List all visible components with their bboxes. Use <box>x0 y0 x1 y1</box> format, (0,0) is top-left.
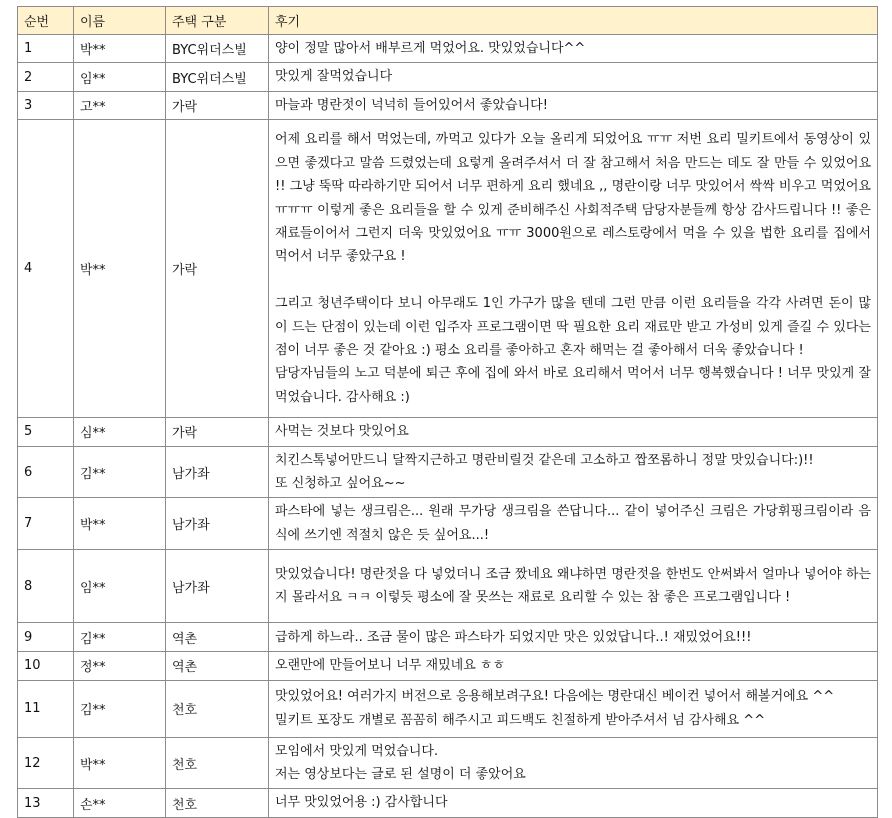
cell-name: 김** <box>74 680 166 737</box>
header-number: 순번 <box>18 7 74 35</box>
cell-number: 1 <box>18 35 74 63</box>
cell-review: 맛있게 잘먹었습니다 <box>269 63 878 91</box>
cell-review: 파스타에 넣는 생크림은... 원래 무가당 생크림을 쓴답니다... 같이 넣어주신 크림은 가당휘핑크림이라 음식에 쓰기엔 적절치 않은 듯 싶어요...! <box>269 498 878 550</box>
cell-name: 박** <box>74 35 166 63</box>
table-row <box>18 120 878 418</box>
table-row <box>18 737 878 789</box>
cell-housing: 천호 <box>166 737 269 789</box>
cell-review: 너무 맛있었어용 :) 감사합니다 <box>269 789 878 817</box>
cell-review: 모임에서 맛있게 먹었습니다. 저는 영상보다는 글로 된 설명이 더 좋았어요 <box>269 737 878 789</box>
cell-name: 손** <box>74 789 166 817</box>
cell-name: 고** <box>74 91 166 119</box>
header-row <box>18 7 878 35</box>
cell-number: 8 <box>18 550 74 623</box>
cell-name: 임** <box>74 550 166 623</box>
cell-review: 급하게 하느라.. 조금 물이 많은 파스타가 되었지만 맛은 있었답니다..! 재밌었어요!!! <box>269 623 878 652</box>
cell-review: 마늘과 명란젓이 넉넉히 들어있어서 좋았습니다! <box>269 91 878 119</box>
cell-housing: 남가좌 <box>166 550 269 623</box>
cell-number: 3 <box>18 91 74 119</box>
cell-housing: 천호 <box>166 680 269 737</box>
cell-name: 박** <box>74 498 166 550</box>
cell-housing: BYC위더스빌 <box>166 63 269 91</box>
cell-housing: 남가좌 <box>166 498 269 550</box>
reviews-table <box>17 6 878 818</box>
cell-review: 어제 요리를 해서 먹었는데, 까먹고 있다가 오늘 올리게 되었어요 ㅠㅠ 저번 요리 밀키트에서 동영상이 있으면 좋겠다고 말씀 드렸었는데 요렇게 올려주셔서 더 잘 참고해서 처음 만드는 데도 잘 만들 수 있었어요 !! 그냥 뚝딱 따라하기만 되어서 너무 편하게 요리 했네요 ,, 명란이랑 너무 맛있어서 싹싹 비우고 먹었어요 ㅠㅠㅠ 이렇게 좋은 요리들을 할 수 있게 준비해주신 사회적주택 담당자분들께 항상 감사드립니다 !! 좋은 재료들이어서 그런지 더욱 맛있었어요 ㅠㅠ 3000원으로 레스토랑에서 먹을 수 있을 법한 요리를 집에서 먹어서 너무 좋았구요 ! 그리고 청년주택이다 보니 아무래도 1인 가구가 많을 텐데 그런 만큼 이런 요리들을 각각 사려면 돈이 많이 드는 단점이 있는데 이런 입주자 프로그램이면 딱 필요한 요리 재료만 받고 가성비 있게 즐길 수 있다는 점이 너무 좋은 것 같아요 :) 평소 요리를 좋아하고 혼자 해먹는 걸 좋아해서 더욱 좋았습니다 ! 담당자님들의 노고 덕분에 퇴근 후에 집에 와서 바로 요리해서 먹어서 너무 행복했습니다 ! 너무 맛있게 잘 먹었습니다. 감사해요 :) <box>269 120 878 418</box>
cell-name: 김** <box>74 446 166 498</box>
table-row <box>18 680 878 737</box>
cell-housing: 천호 <box>166 789 269 817</box>
cell-number: 4 <box>18 120 74 418</box>
table-row <box>18 35 878 63</box>
cell-name: 박** <box>74 737 166 789</box>
cell-review: 양이 정말 많아서 배부르게 먹었어요. 맛있었습니다^^ <box>269 35 878 63</box>
table-row <box>18 623 878 652</box>
cell-housing: 가락 <box>166 91 269 119</box>
cell-review: 치킨스톡넣어만드니 달짝지근하고 명란비릴것 같은데 고소하고 짭쪼롬하니 정말 맛있습니다:)!! 또 신청하고 싶어요~~ <box>269 446 878 498</box>
cell-number: 2 <box>18 63 74 91</box>
table-row <box>18 789 878 817</box>
table-row <box>18 63 878 91</box>
cell-review: 맛있었어요! 여러가지 버전으로 응용해보려구요! 다음에는 명란대신 베이컨 넣어서 해볼거에요 ^^ 밀키트 포장도 개별로 꼼꼼히 해주시고 피드백도 친절하게 받아주셔서 넘 감사해요 ^^ <box>269 680 878 737</box>
header-housing: 주택 구분 <box>166 7 269 35</box>
cell-housing: BYC위더스빌 <box>166 35 269 63</box>
cell-housing: 역촌 <box>166 623 269 652</box>
cell-number: 10 <box>18 652 74 680</box>
cell-number: 11 <box>18 680 74 737</box>
cell-number: 7 <box>18 498 74 550</box>
table-row <box>18 550 878 623</box>
cell-name: 정** <box>74 652 166 680</box>
table-row <box>18 446 878 498</box>
cell-name: 박** <box>74 120 166 418</box>
cell-housing: 가락 <box>166 418 269 446</box>
cell-review: 맛있었습니다! 명란젓을 다 넣었더니 조금 짰네요 왜냐하면 명란젓을 한번도 안써봐서 얼마나 넣어야 하는지 몰라서요 ㅋㅋ 이렇듯 평소에 잘 못쓰는 재료로 요리할 수 있는 참 좋은 프로그램입니다 ! <box>269 550 878 623</box>
header-review: 후기 <box>269 7 878 35</box>
cell-review: 사먹는 것보다 맛있어요 <box>269 418 878 446</box>
cell-name: 김** <box>74 623 166 652</box>
cell-number: 13 <box>18 789 74 817</box>
cell-name: 임** <box>74 63 166 91</box>
cell-number: 12 <box>18 737 74 789</box>
table-row <box>18 91 878 119</box>
cell-housing: 남가좌 <box>166 446 269 498</box>
cell-number: 6 <box>18 446 74 498</box>
cell-number: 5 <box>18 418 74 446</box>
table-row <box>18 652 878 680</box>
table-row <box>18 498 878 550</box>
cell-number: 9 <box>18 623 74 652</box>
cell-name: 심** <box>74 418 166 446</box>
header-name: 이름 <box>74 7 166 35</box>
cell-housing: 가락 <box>166 120 269 418</box>
cell-review: 오랜만에 만들어보니 너무 재밌네요 ㅎㅎ <box>269 652 878 680</box>
table-row <box>18 418 878 446</box>
cell-housing: 역촌 <box>166 652 269 680</box>
